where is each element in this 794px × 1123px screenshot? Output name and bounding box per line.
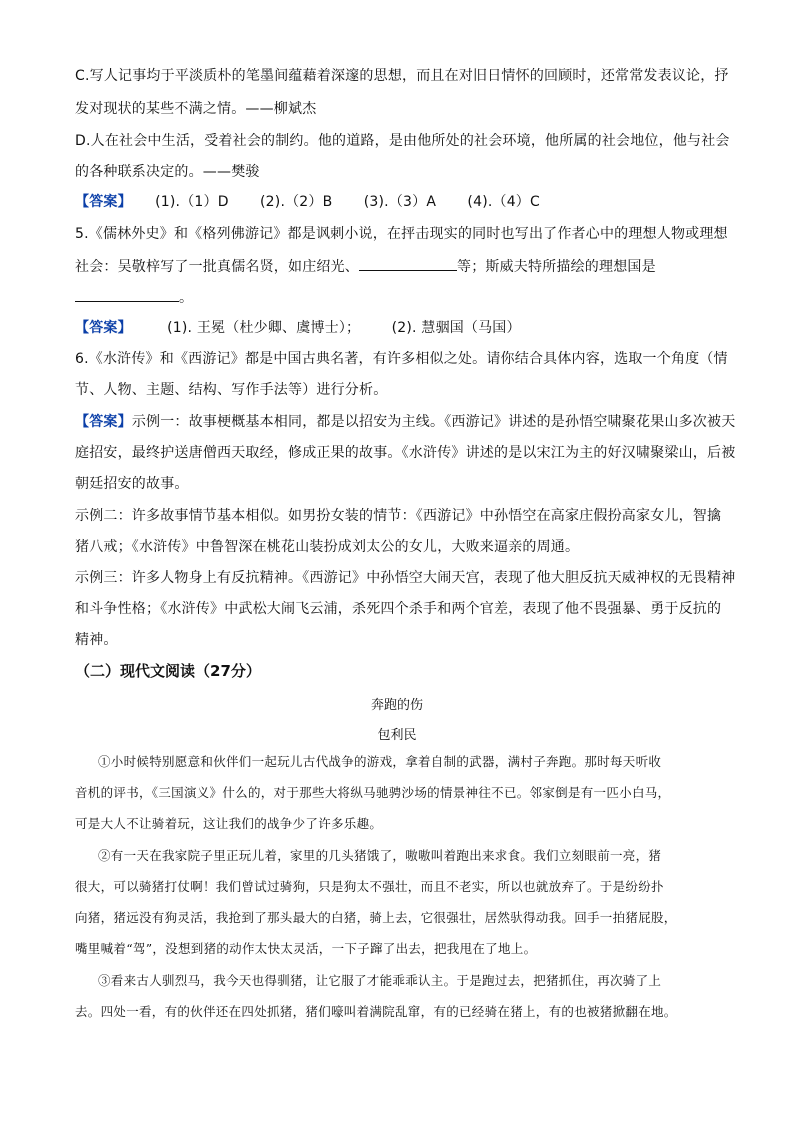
question-5-end: 。 xyxy=(179,290,194,306)
question-5-line-2 xyxy=(75,256,725,277)
question-5-line-1: 5.《儒林外史》和《格列佛游记》都是讽刺小说，在抨击现实的同时也写出了作者心中的理想人物或理想 xyxy=(75,226,728,242)
paragraph-2-line-2: 很大，可以骑猪打仗啊！我们曾试过骑狗，只是狗太不强壮，而且不老实，所以也就放弃了。于是纷纷扑 xyxy=(75,879,664,894)
question-5-text-a: 社会：吴敬梓写了一批真儒名贤，如庄绍光、 xyxy=(75,259,359,275)
section-heading: （二）现代文阅读（27分） xyxy=(75,662,261,680)
answer-4-item-3: (3).（3）A xyxy=(363,194,437,210)
answer-4-row xyxy=(75,192,725,212)
option-d-line-1: D.人在社会中生活，受着社会的制约。他的道路，是由他所处的社会环境，他所属的社会地位，他与社会 xyxy=(75,133,730,149)
answer-4-item-2: (2).（2）B xyxy=(260,194,333,210)
paragraph-3-line-1: ③看来古人驯烈马，我今天也得驯猪，让它服了才能乖乖认主。于是跑过去，把猪抓住，再次骑了上 xyxy=(98,973,662,988)
fill-blank-2[interactable] xyxy=(75,287,179,302)
answer-6-line-7: 和斗争性格；《水浒传》中武松大闹飞云浦，杀死四个杀手和两个官差，表现了他不畏强暴、勇于反抗的 xyxy=(75,601,722,617)
question-6-line-1: 6.《水浒传》和《西游记》都是中国古典名著，有许多相似之处。请你结合具体内容，选取一个角度（情 xyxy=(75,351,728,367)
answer-6-line-1 xyxy=(75,412,736,432)
answer-6-line-6: 示例三：许多人物身上有反抗精神。《西游记》中孙悟空大闹天宫，表现了他大胆反抗天威神权的无畏精神 xyxy=(75,570,736,586)
answer-tag: 【答案】 xyxy=(75,320,132,336)
question-6-line-2: 节、人物、主题、结构、写作手法等）进行分析。 xyxy=(75,382,388,398)
answer-6-text-1: 示例一：故事梗概基本相同，都是以招安为主线。《西游记》讲述的是孙悟空啸聚花果山多次被天 xyxy=(131,414,736,430)
answer-5-item-1: (1). 王冕（杜少卿、虞博士）； xyxy=(167,320,361,336)
answer-tag: 【答案】 xyxy=(75,414,132,430)
answer-tag: 【答案】 xyxy=(75,194,132,210)
paragraph-1-line-3: 可是大人不让骑着玩，这让我们的战争少了许多乐趣。 xyxy=(75,816,383,831)
question-5-line-3 xyxy=(75,287,725,308)
option-d-line-2: 的各种联系决定的。——樊骏 xyxy=(75,164,260,180)
answer-4-item-4: (4).（4）C xyxy=(467,194,540,210)
article-title: 奔跑的伤 xyxy=(370,698,423,713)
answer-4-item-1: (1).（1）D xyxy=(155,194,229,210)
option-c-line-2: 发对现状的某些不满之情。——柳斌杰 xyxy=(75,101,317,117)
answer-6-line-5: 猪八戒；《水浒传》中鲁智深在桃花山装扮成刘太公的女儿，大败来逼亲的周通。 xyxy=(75,539,580,555)
paragraph-2-line-1: ②有一天在我家院子里正玩儿着，家里的几头猪饿了，嗷嗷叫着跑出来求食。我们立刻眼前一亮，猪 xyxy=(98,848,662,863)
answer-6-line-8: 精神。 xyxy=(75,632,118,648)
answer-6-line-4: 示例二：许多故事情节基本相似。如男扮女装的情节：《西游记》中孙悟空在高家庄假扮高家女儿，智擒 xyxy=(75,508,722,524)
fill-blank-1[interactable] xyxy=(359,256,457,271)
paragraph-1-line-2: 音机的评书，《三国演义》什么的，对于那些大将纵马驰骋沙场的情景神往不已。邻家倒是有一匹小白马， xyxy=(75,785,671,800)
paragraph-3-line-2: 去。四处一看，有的伙伴还在四处抓猪，猪们嚎叫着满院乱窜，有的已经骑在猪上，有的也被猪掀翻在地。 xyxy=(75,1004,677,1019)
question-5-text-b: 等；斯威夫特所描绘的理想国是 xyxy=(457,259,656,275)
answer-6-line-2: 庭招安，最终护送唐僧西天取经，修成正果的故事。《水浒传》讲述的是以宋江为主的好汉啸聚梁山，后被 xyxy=(75,445,736,461)
paragraph-1-line-1: ①小时候特别愿意和伙伴们一起玩儿古代战争的游戏，拿着自制的武器，满村子奔跑。那时每天听收 xyxy=(98,754,662,769)
paragraph-2-line-3: 向猪，猪远没有狗灵活，我抢到了那头最大的白猪，骑上去，它很强壮，居然驮得动我。回手一拍猪屁股， xyxy=(75,910,677,925)
option-c-line-1: C.写人记事均于平淡质朴的笔墨间蕴藉着深邃的思想，而且在对旧日情怀的回顾时，还常常发表议论，抒 xyxy=(75,68,729,84)
paragraph-2-line-4: 嘴里喊着“驾”，没想到猪的动作太快太灵活，一下子蹿了出去，把我甩在了地上。 xyxy=(75,941,537,956)
answer-5-row xyxy=(75,318,725,338)
answer-5-item-2: (2). 慧骃国（马国） xyxy=(391,320,521,336)
answer-6-line-3: 朝廷招安的故事。 xyxy=(75,476,189,492)
article-author: 包利民 xyxy=(377,728,417,743)
